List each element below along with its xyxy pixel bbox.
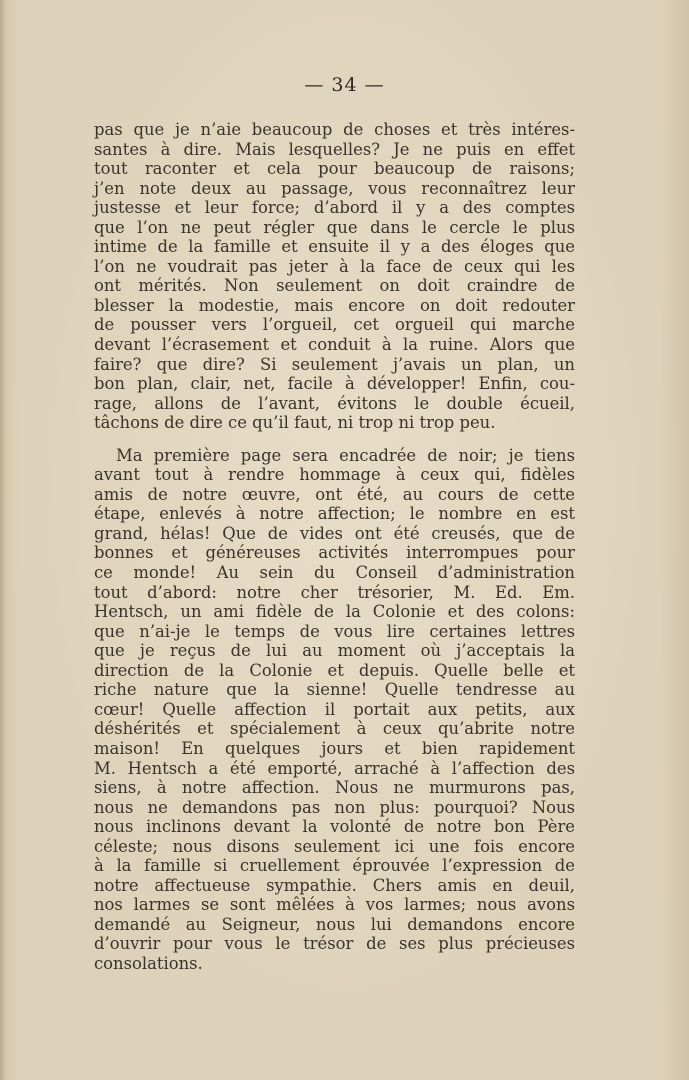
text-line: M. Hentsch a été emporté, arraché à l’affection des [94,758,575,778]
text-line: consolations. [94,953,203,973]
text-line: intime de la famille et ensuite il y a des éloges que [94,237,575,257]
text-line: que l’on ne peut régler que dans le cercle le plus [94,217,575,237]
text-line: ce monde! Au sein du Conseil d’administration [94,563,575,583]
text-line: tout d’abord: notre cher trésorier, M. Ed. Em. [94,582,575,602]
text-line: nous inclinons devant la volonté de notre bon Père [94,817,575,837]
text-line: nous ne demandons pas non plus: pourquoi? Nous [94,797,575,817]
text-line: nos larmes se sont mêlées à vos larmes; nous avons [94,895,575,915]
text-line: riche nature que la sienne! Quelle tendresse au [94,680,575,700]
page-number: — 34 — [304,74,385,96]
body-text [94,120,575,974]
text-line: justesse et leur force; d’abord il y a des comptes [94,198,575,218]
text-line: amis de notre œuvre, ont été, au cours de cette [94,484,575,504]
text-line: que n’ai-je le temps de vous lire certaines lettres [94,621,575,641]
text-line: que je reçus de lui au moment où j’acceptais la [94,641,575,661]
paragraph-1 [94,120,575,433]
text-line: direction de la Colonie et depuis. Quelle belle et [94,660,575,680]
text-line: faire? que dire? Si seulement j’avais un plan, un [94,354,575,374]
text-line: devant l’écrasement et conduit à la ruine. Alors que [94,335,575,355]
text-line: Ma première page sera encadrée de noir; je tiens [116,445,575,465]
text-line: bonnes et généreuses activités interrompues pour [94,543,575,563]
text-line: déshérités et spécialement à ceux qu’abrite notre [94,719,575,739]
text-line: santes à dire. Mais lesquelles? Je ne puis en effet [94,139,575,159]
text-line: Hentsch, un ami fidèle de la Colonie et des colons: [94,602,575,622]
text-line: j’en note deux au passage, vous reconnaîtrez leur [94,178,575,198]
text-line: à la famille si cruellement éprouvée l’expression de [94,856,575,876]
text-line: pas que je n’aie beaucoup de choses et très intéres- [94,120,575,139]
text-line: avant tout à rendre hommage à ceux qui, fidèles [94,465,575,485]
paragraph-2 [94,446,575,974]
text-line: étape, enlevés à notre affection; le nombre en est [94,504,575,524]
text-line: grand, hélas! Que de vides ont été creusés, que de [94,523,575,543]
text-line: ont mérités. Non seulement on doit craindre de [94,276,575,296]
text-line: d’ouvrir pour vous le trésor de ses plus précieuses [94,934,575,954]
text-line: l’on ne voudrait pas jeter à la face de ceux qui les [94,256,575,276]
text-line: céleste; nous disons seulement ici une fois encore [94,836,575,856]
text-line: bon plan, clair, net, facile à développer! Enfin, cou- [94,374,575,394]
text-line: blesser la modestie, mais encore on doit redouter [94,295,575,315]
text-line: demandé au Seigneur, nous lui demandons encore [94,914,575,934]
text-line: rage, allons de l’avant, évitons le double écueil, [94,393,575,413]
text-line: cœur! Quelle affection il portait aux petits, aux [94,699,575,719]
text-line: tâchons de dire ce qu’il faut, ni trop ni trop peu. [94,413,496,433]
text-line: tout raconter et cela pour beaucoup de raisons; [94,159,575,179]
text-line: maison! En quelques jours et bien rapidement [94,738,575,758]
text-line: siens, à notre affection. Nous ne murmurons pas, [94,778,575,798]
text-line: notre affectueuse sympathie. Chers amis en deuil, [94,875,575,895]
paragraph-gap [94,433,575,446]
text-line: de pousser vers l’orgueil, cet orgueil qui marche [94,315,575,335]
